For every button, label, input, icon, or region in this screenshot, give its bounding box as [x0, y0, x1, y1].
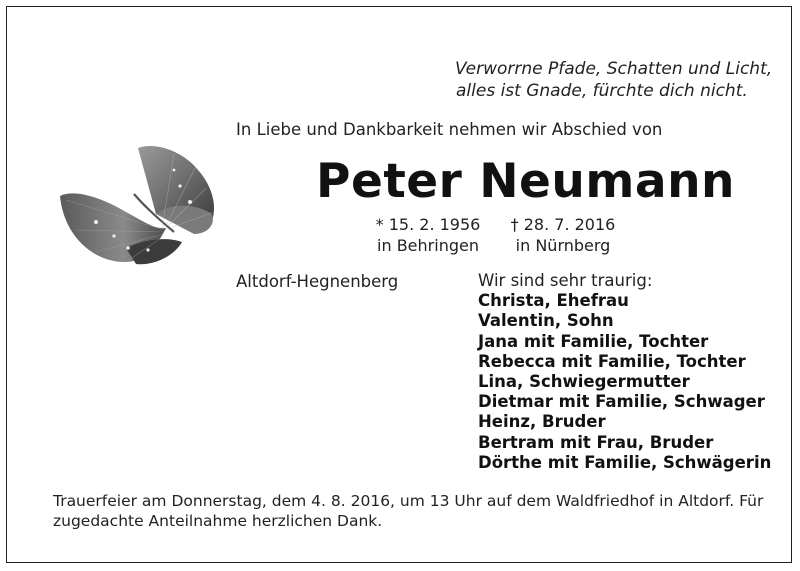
quote-line-2: alles ist Gnade, fürchte dich nicht. [456, 81, 748, 101]
birth-info [370, 214, 486, 256]
residence: Altdorf-Hegnenberg [236, 272, 399, 291]
mourner: Jana mit Familie, Tochter [478, 331, 709, 351]
epigraph-quote [455, 58, 773, 102]
mourner: Valentin, Sohn [478, 311, 614, 331]
ginkgo-leaf-image [56, 140, 221, 270]
mourner: Dörthe mit Familie, Schwägerin [478, 452, 772, 472]
mourners-list [478, 271, 771, 473]
death-place: in Nürnberg [515, 236, 611, 255]
intro-text: In Liebe und Dankbarkeit nehmen wir Abschied von [236, 120, 663, 139]
death-date: † 28. 7. 2016 [510, 215, 616, 234]
mourner: Bertram mit Frau, Bruder [478, 432, 714, 452]
mourner: Lina, Schwiegermutter [478, 372, 690, 392]
birth-date: * 15. 2. 1956 [375, 215, 481, 234]
mourner: Christa, Ehefrau [478, 291, 629, 311]
mourners-heading: Wir sind sehr traurig: [478, 271, 653, 290]
birth-place: in Behringen [377, 236, 479, 255]
mourner: Heinz, Bruder [478, 412, 606, 432]
deceased-name: Peter Neumann [316, 154, 735, 209]
death-info [505, 214, 621, 256]
ceremony-notice: Trauerfeier am Donnerstag, dem 4. 8. 2016, um 13 Uhr auf dem Waldfriedhof in Altdorf. Für zugedachte Anteilnahme herzlichen Dank. [53, 492, 764, 530]
quote-line-1: Verworrne Pfade, Schatten und Licht, [455, 59, 773, 79]
mourner: Dietmar mit Familie, Schwager [478, 392, 765, 412]
mourner: Rebecca mit Familie, Tochter [478, 351, 746, 371]
